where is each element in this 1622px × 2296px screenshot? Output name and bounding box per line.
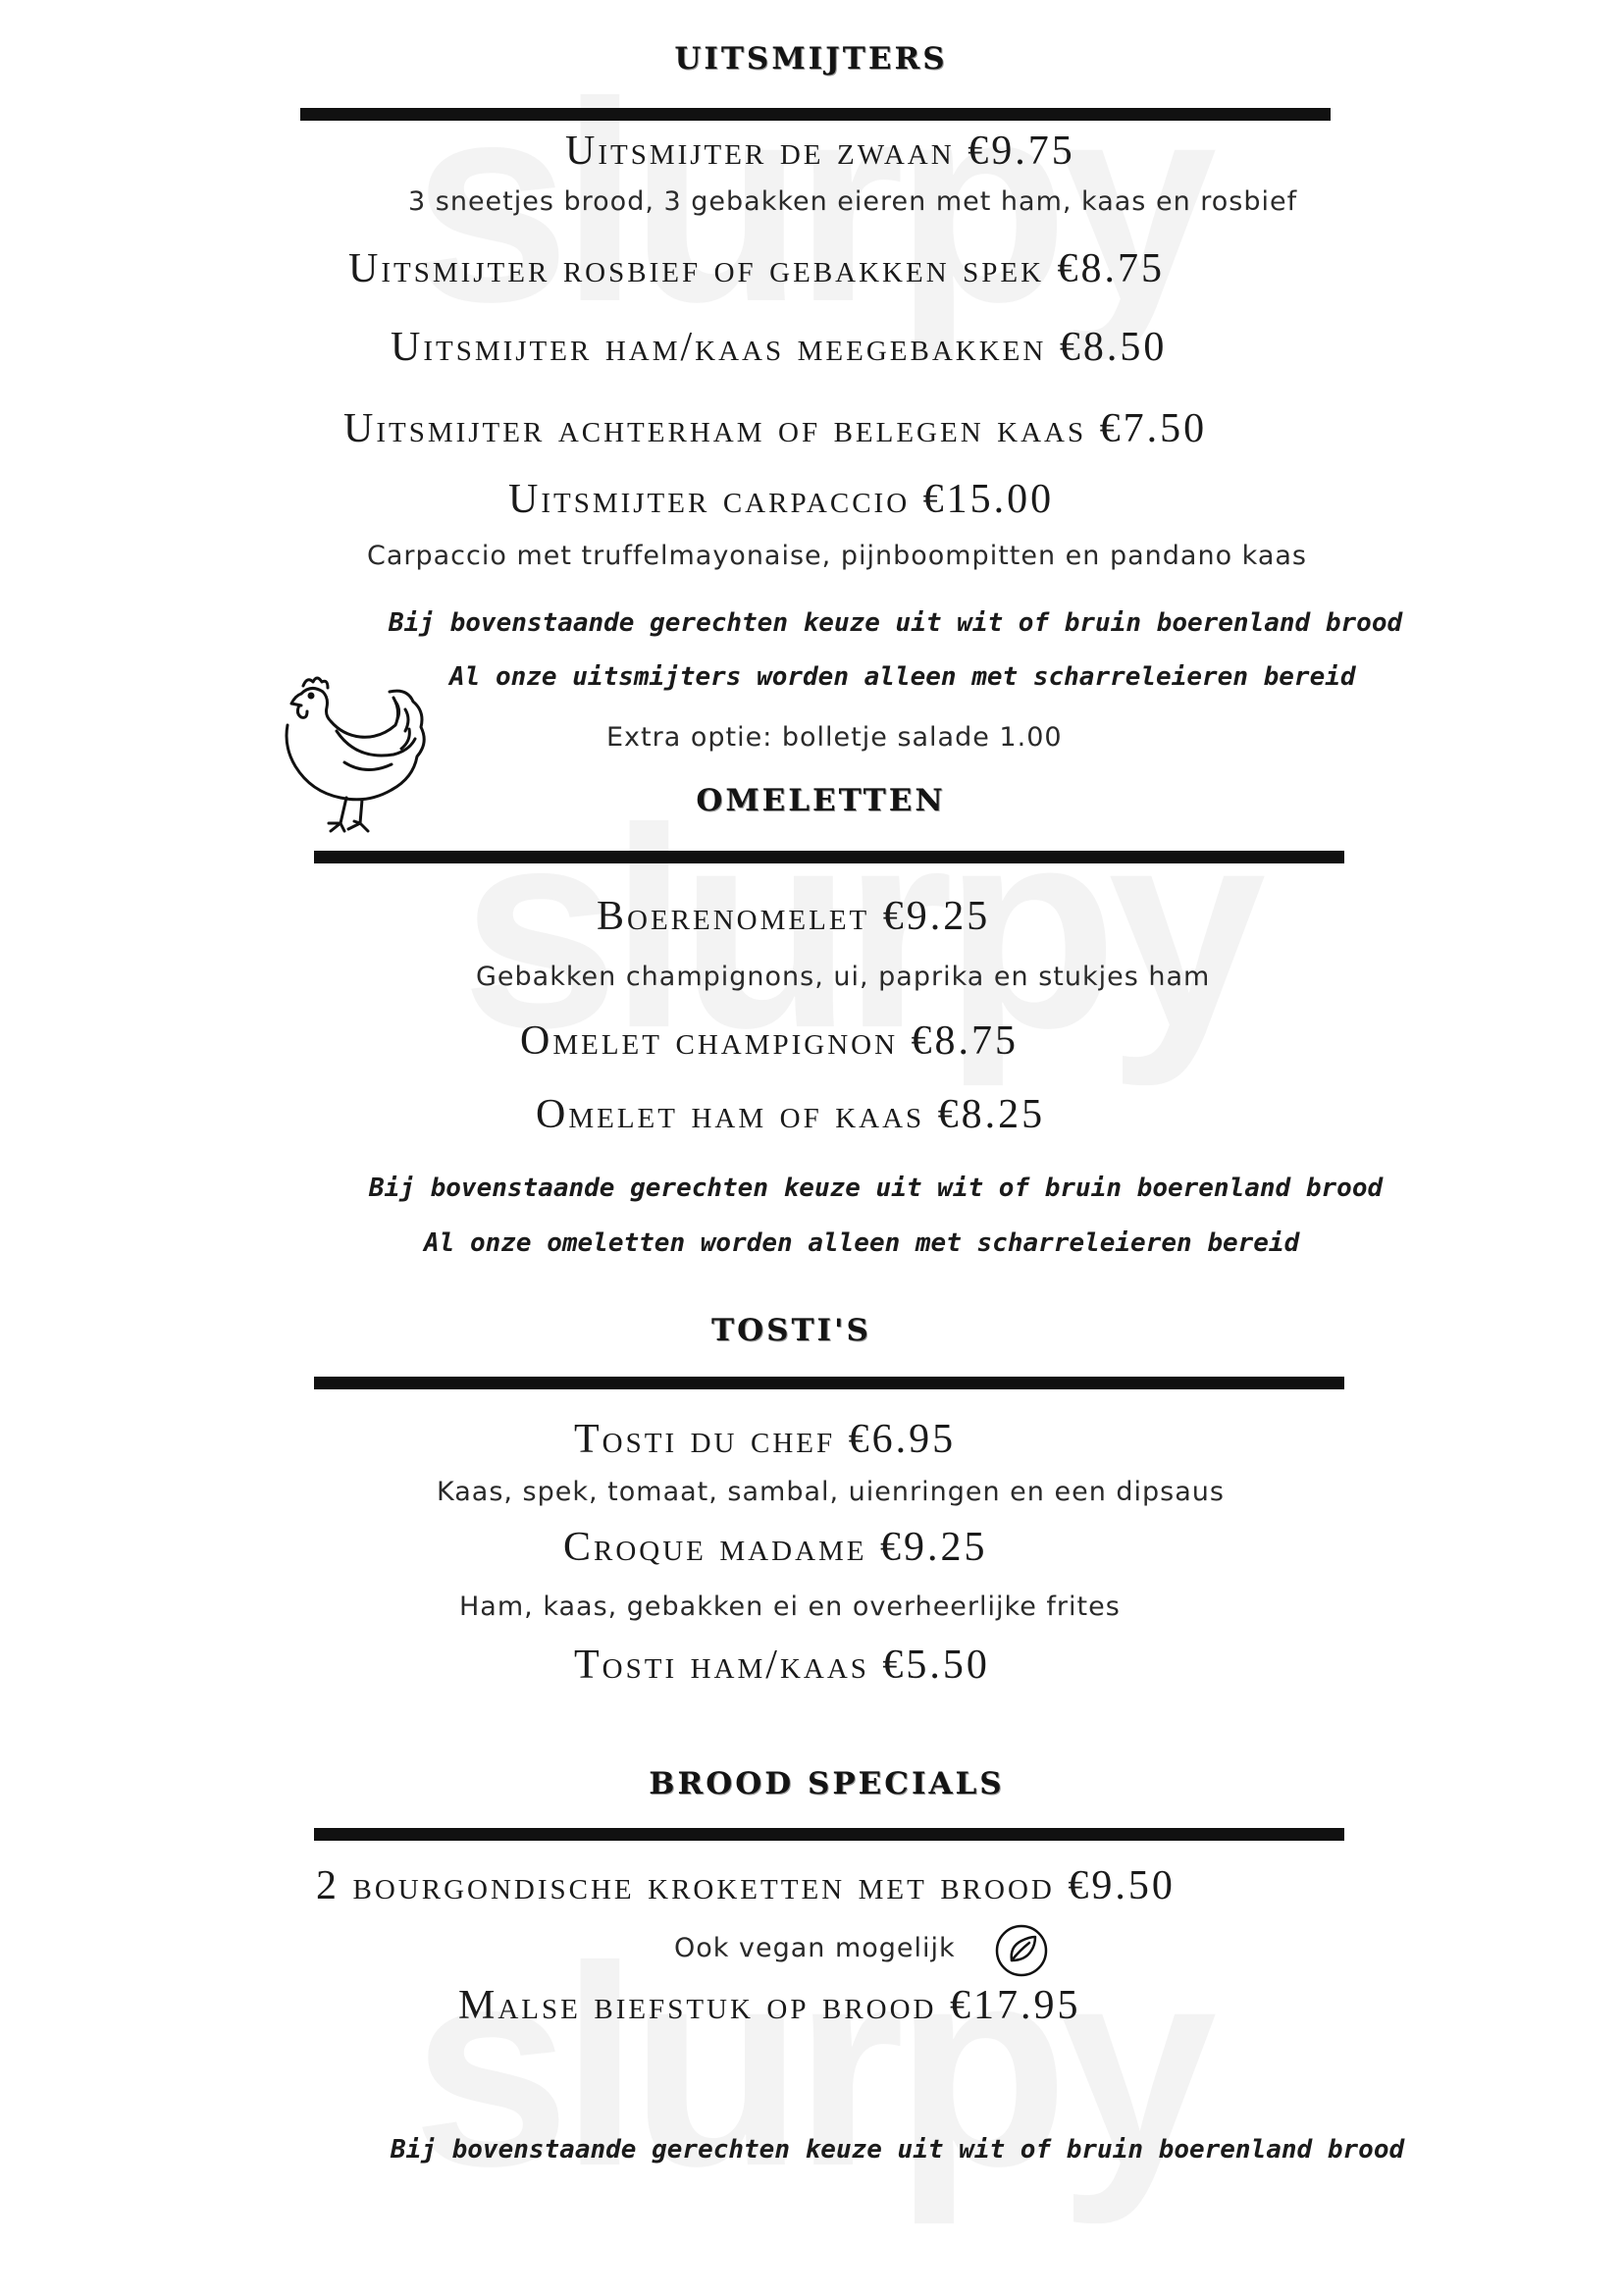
menu-item: 2 bourgondische kroketten met brood €9.50: [316, 1863, 1176, 1908]
menu-item: Omelet champignon €8.75: [520, 1018, 1020, 1064]
section-divider: [314, 1828, 1344, 1841]
menu-item-description: Kaas, spek, tomaat, sambal, uienringen en een dipsaus: [437, 1477, 1225, 1507]
menu-item: Boerenomelet €9.25: [597, 894, 991, 939]
free-range-eggs-note: Al onze uitsmijters worden alleen met scharreleieren bereid: [449, 662, 1356, 692]
menu-item-description: Carpaccio met truffelmayonaise, pijnboompitten en pandano kaas: [367, 541, 1307, 571]
bread-choice-note: Bij bovenstaande gerechten keuze uit wit of bruin boerenland brood: [391, 2135, 1405, 2165]
section-divider: [314, 851, 1344, 863]
bread-choice-note: Bij bovenstaande gerechten keuze uit wit of bruin boerenland brood: [389, 608, 1403, 638]
menu-item-description: Gebakken champignons, ui, paprika en stukjes ham: [476, 962, 1211, 992]
menu-item: Croque madame €9.25: [563, 1525, 988, 1570]
section-title-uitsmijters: UITSMIJTERS: [674, 41, 948, 77]
menu-item: Malse biefstuk op brood €17.95: [458, 1983, 1081, 2028]
section-title-tostis: TOSTI'S: [711, 1313, 871, 1348]
menu-item: Tosti du chef €6.95: [574, 1417, 957, 1462]
bread-choice-note: Bij bovenstaande gerechten keuze uit wit of bruin boerenland brood: [369, 1174, 1384, 1203]
free-range-eggs-note: Al onze omeletten worden alleen met scharreleieren bereid: [424, 1228, 1300, 1258]
vegan-option: Ook vegan mogelijk: [674, 1933, 956, 1963]
section-divider: [300, 108, 1331, 121]
menu-item-description: 3 sneetjes brood, 3 gebakken eieren met ham, kaas en rosbief: [408, 186, 1298, 217]
menu-item-description: Ham, kaas, gebakken ei en overheerlijke frites: [459, 1592, 1121, 1622]
menu-item: Uitsmijter de zwaan €9.75: [565, 129, 1075, 174]
extra-option: Extra optie: bolletje salade 1.00: [606, 722, 1063, 753]
leaf-icon: [994, 1923, 1049, 1978]
menu-item: Omelet ham of kaas €8.25: [536, 1092, 1046, 1137]
menu-item: Tosti ham/kaas €5.50: [574, 1643, 990, 1688]
section-title-brood-specials: BROOD SPECIALS: [649, 1766, 1005, 1801]
menu-item: Uitsmijter carpaccio €15.00: [508, 477, 1055, 522]
section-title-omeletten: OMELETTEN: [696, 783, 946, 818]
menu-item: Uitsmijter rosbief of gebakken spek €8.75: [348, 246, 1166, 291]
section-divider: [314, 1377, 1344, 1389]
menu-item: Uitsmijter ham/kaas meegebakken €8.50: [391, 325, 1168, 370]
menu-item: Uitsmijter achterham of belegen kaas €7.50: [343, 406, 1208, 451]
